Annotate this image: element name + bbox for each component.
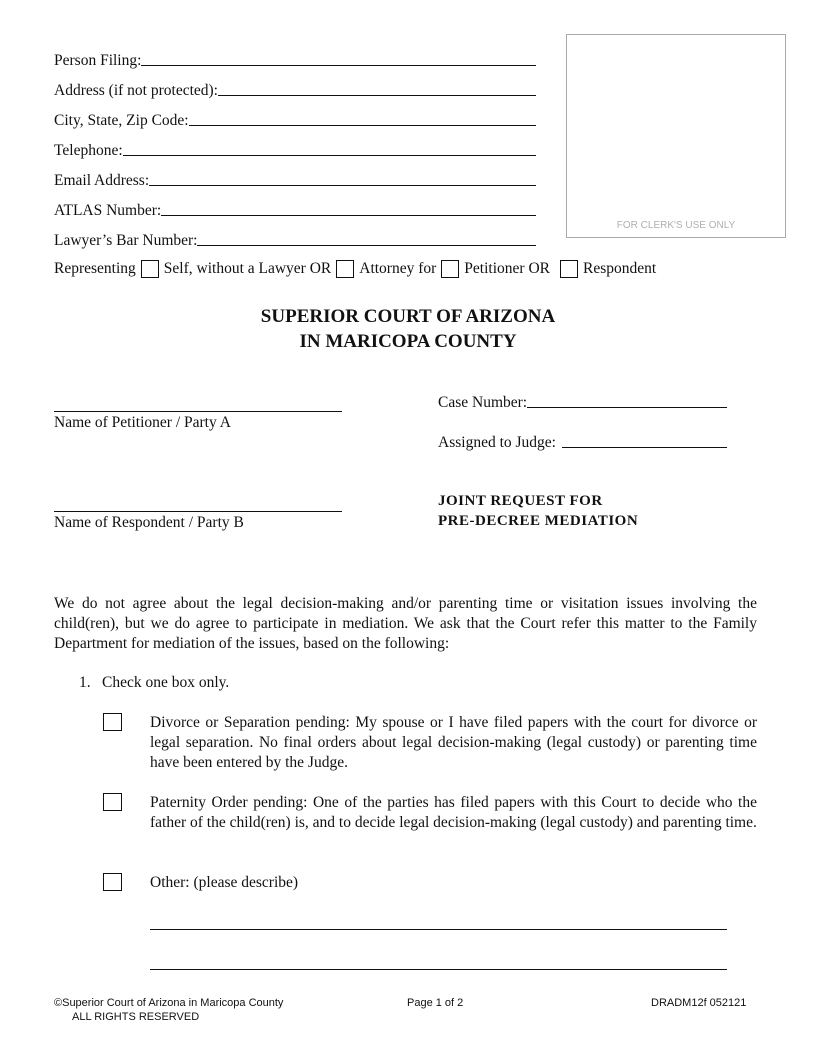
- address-field[interactable]: [54, 78, 536, 100]
- case-number-field[interactable]: [438, 394, 727, 412]
- paternity-order-option-text: Paternity Order pending: One of the parties has filed papers with this Court to decide who the father of the child(ren) is, and to decide legal decision-making (legal custody) and parenting time.: [150, 794, 757, 831]
- respondent-name-line[interactable]: [54, 511, 342, 512]
- clerk-use-label: FOR CLERK'S USE ONLY: [616, 220, 736, 231]
- telephone-label: Telephone:: [54, 142, 123, 159]
- city-state-zip-label: City, State, Zip Code:: [54, 112, 189, 129]
- petitioner-name-line[interactable]: [54, 411, 342, 412]
- address-line[interactable]: [218, 95, 536, 96]
- respondent-name-label: Name of Respondent / Party B: [54, 514, 244, 531]
- case-number-line[interactable]: [527, 407, 727, 408]
- respondent-checkbox[interactable]: [560, 260, 578, 278]
- email-field[interactable]: [54, 168, 536, 190]
- petitioner-option-label: Petitioner OR: [464, 260, 550, 277]
- document-title-line1: JOINT REQUEST FOR: [438, 493, 603, 509]
- person-filing-field[interactable]: [54, 48, 536, 70]
- person-filing-label: Person Filing:: [54, 52, 142, 69]
- email-line[interactable]: [149, 185, 536, 186]
- telephone-field[interactable]: [54, 138, 536, 160]
- address-label: Address (if not protected):: [54, 82, 218, 99]
- other-description-line-1[interactable]: [150, 929, 727, 930]
- divorce-separation-checkbox[interactable]: [103, 713, 122, 731]
- intro-paragraph: We do not agree about the legal decision-making and/or parenting time or visitation issues involving the child(ren), but we do agree to participate in mediation. We ask that the Court refer this matter to the Family Department for mediation of the issues, based on the following:: [54, 595, 757, 652]
- footer-form-code: DRADM12f 052121: [651, 997, 747, 1009]
- other-option-text: Other: (please describe): [150, 874, 299, 891]
- assigned-judge-field[interactable]: [438, 434, 727, 452]
- case-number-label: Case Number:: [438, 394, 528, 411]
- court-title-line1: SUPERIOR COURT OF ARIZONA: [260, 306, 556, 327]
- footer-copyright: ©Superior Court of Arizona in Maricopa County: [54, 997, 284, 1009]
- attorney-option-label: Attorney for: [359, 260, 437, 277]
- bar-number-line[interactable]: [197, 245, 536, 246]
- telephone-line[interactable]: [123, 155, 536, 156]
- assigned-judge-line[interactable]: [562, 447, 727, 448]
- bar-number-label: Lawyer’s Bar Number:: [54, 232, 198, 249]
- assigned-judge-label: Assigned to Judge:: [438, 434, 556, 451]
- atlas-number-label: ATLAS Number:: [54, 202, 162, 219]
- respondent-option-label: Respondent: [582, 260, 657, 277]
- item-number: 1.: [79, 674, 91, 691]
- city-state-zip-field[interactable]: [54, 108, 536, 130]
- self-option-label: Self, without a Lawyer OR: [163, 260, 332, 277]
- other-checkbox[interactable]: [103, 873, 122, 891]
- self-checkbox[interactable]: [141, 260, 159, 278]
- attorney-checkbox[interactable]: [336, 260, 354, 278]
- email-label: Email Address:: [54, 172, 150, 189]
- bar-number-field[interactable]: [54, 228, 536, 250]
- paternity-order-checkbox[interactable]: [103, 793, 122, 811]
- representing-label: Representing: [54, 260, 136, 277]
- other-description-line-2[interactable]: [150, 969, 727, 970]
- representing-row: [54, 260, 656, 278]
- atlas-number-field[interactable]: [54, 198, 536, 220]
- footer-rights: ALL RIGHTS RESERVED: [72, 1011, 200, 1023]
- atlas-number-line[interactable]: [161, 215, 536, 216]
- person-filing-line[interactable]: [141, 65, 536, 66]
- document-title-line2: PRE-DECREE MEDIATION: [438, 513, 639, 529]
- item-instruction: Check one box only.: [102, 674, 230, 691]
- divorce-separation-option-text: Divorce or Separation pending: My spouse or I have filed papers with the court for divorce or legal separation. No final orders about legal decision-making (legal custody) or parenting time have been entered by the Judge.: [150, 714, 757, 771]
- petitioner-name-label: Name of Petitioner / Party A: [54, 414, 231, 431]
- city-state-zip-line[interactable]: [189, 125, 536, 126]
- court-title-line2: IN MARICOPA COUNTY: [299, 331, 517, 352]
- footer-page-number: Page 1 of 2: [407, 997, 464, 1009]
- clerk-use-box: [566, 34, 786, 238]
- petitioner-checkbox[interactable]: [441, 260, 459, 278]
